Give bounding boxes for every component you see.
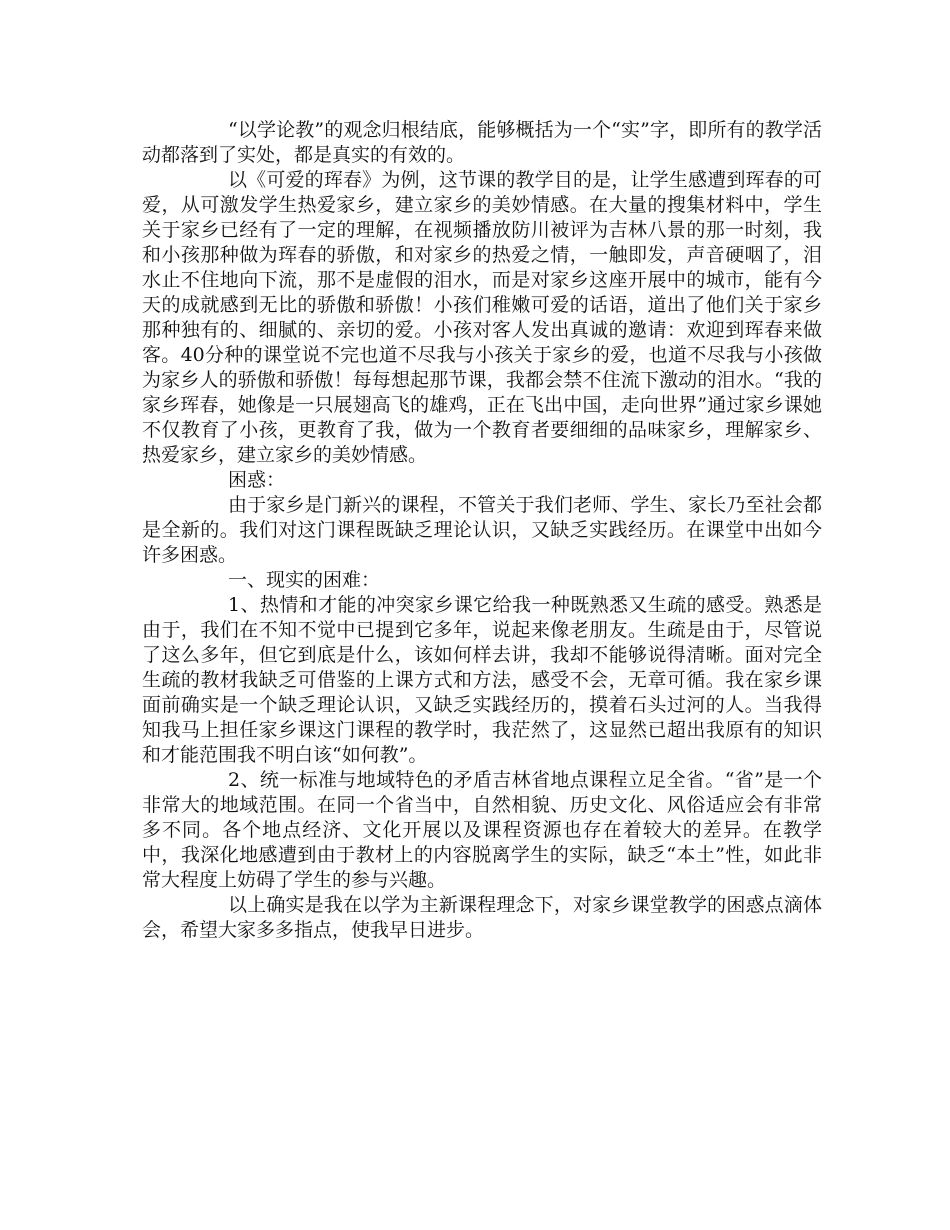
heading-confusion: 困惑： bbox=[228, 469, 286, 491]
paragraph-confusion: 由于家乡是门新兴的课程，不管关于我们老师、学生、家长乃至社会都是全新的。我们对这门课程既缺乏理论认识，又缺乏实践经历。在课堂中出如今许多困惑。 bbox=[142, 494, 822, 566]
document-body bbox=[142, 118, 822, 943]
paragraph-difficulty-2: 2、统一标准与地域特色的矛盾吉林省地点课程立足全省。“省”是一个非常大的地域范围。在同一个省当中，自然相貌、历史文化、风俗适应会有非常多不同。各个地点经济、文化开展以及课程资源也存在着较大的差异。在教学中，我深化地感遭到由于教材上的内容脱离学生的实际，缺乏“本土”性，如此非常大程度上妨碍了学生的参与兴趣。 bbox=[142, 769, 822, 891]
paragraph-intro: “以学论教”的观念归根结底，能够概括为一个“实”字，即所有的教学活动都落到了实处，都是真实的有效的。 bbox=[142, 119, 822, 166]
paragraph-difficulty-1: 1、热情和才能的冲突家乡课它给我一种既熟悉又生疏的感受。熟悉是由于，我们在不知不觉中已提到它多年，说起来像老朋友。生疏是由于，尽管说了这么多年，但它到底是什么，该如何样去讲，我却不能够说得清晰。面对完全生疏的教材我缺乏可借鉴的上课方式和方法，感受不会，无章可循。我在家乡课面前确实是一个缺乏理论认识，又缺乏实践经历的，摸着石头过河的人。当我得知我马上担任家乡课这门课程的教学时，我茫然了，这显然已超出我原有的知识和才能范围我不明白该“如何教”。 bbox=[142, 594, 822, 766]
paragraph-example: 以《可爱的珲春》为例，这节课的教学目的是，让学生感遭到珲春的可爱，从可激发学生热爱家乡，建立家乡的美妙情感。在大量的搜集材料中，学生关于家乡已经有了一定的理解，在视频播放防川被评为吉林八景的那一时刻，我和小孩那种做为珲春的骄傲，和对家乡的热爱之情，一触即发，声音硬咽了，泪水止不住地向下流，那不是虚假的泪水，而是对家乡这座开展中的城市，能有今天的成就感到无比的骄傲和骄傲！小孩们稚嫩可爱的话语，道出了他们关于家乡那种独有的、细腻的、亲切的爱。小孩对客人发出真诚的邀请：欢迎到珲春来做客。40分种的课堂说不完也道不尽我与小孩关于家乡的爱，也道不尽我与小孩做为家乡人的骄傲和骄傲！每每想起那节课，我都会禁不住流下激动的泪水。“我的家乡珲春，她像是一只展翅高飞的雄鸡，正在飞出中国，走向世界”通过家乡课她不仅教育了小孩，更教育了我，做为一个教育者要细细的品味家乡，理解家乡、热爱家乡，建立家乡的美妙情感。 bbox=[142, 169, 822, 466]
heading-difficulties: 一、现实的困难： bbox=[228, 569, 381, 591]
paragraph-conclusion: 以上确实是我在以学为主新课程理念下，对家乡课堂教学的困惑点滴体会，希望大家多多指点，使我早日进步。 bbox=[142, 894, 822, 941]
